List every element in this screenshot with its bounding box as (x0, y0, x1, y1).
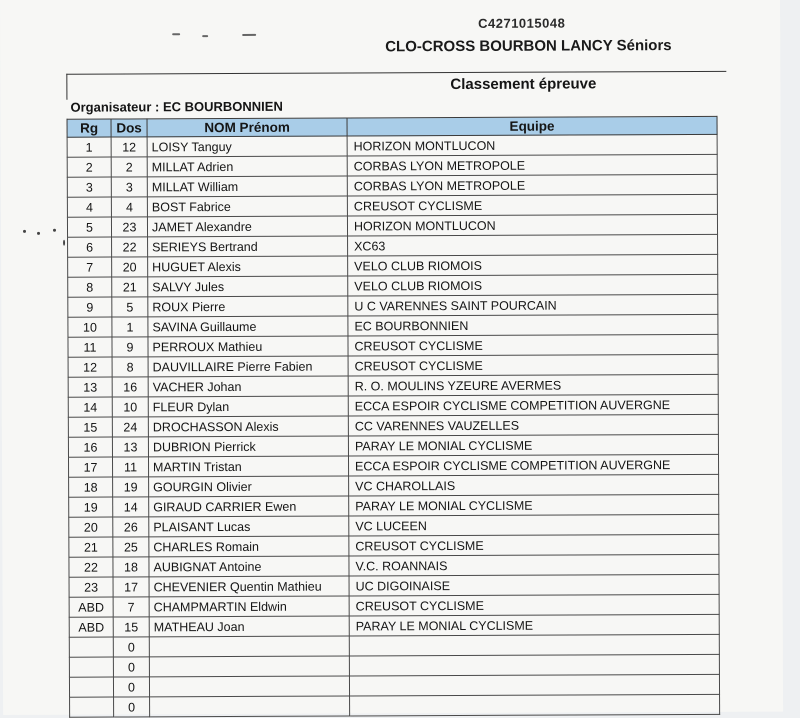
bib-cell: 4 (111, 197, 147, 217)
bib-cell: 23 (111, 217, 147, 237)
name-cell: DAUVILLAIRE Pierre Fabien (148, 356, 348, 377)
rank-cell: 17 (68, 457, 112, 477)
team-cell: CREUSOT CYCLISME (347, 194, 717, 216)
bib-cell: 1 (112, 317, 148, 337)
name-cell (149, 656, 349, 677)
table-row (68, 354, 718, 377)
team-cell (349, 674, 719, 696)
rank-cell (69, 637, 113, 657)
name-cell: JAMET Alexandre (147, 216, 347, 237)
team-cell: CC VARENNES VAUZELLES (348, 414, 718, 436)
rank-cell: 5 (67, 217, 111, 237)
table-row (67, 214, 717, 237)
name-cell: MARTIN Tristan (148, 456, 348, 477)
name-cell: ROUX Pierre (148, 296, 348, 317)
rank-cell: 16 (68, 437, 112, 457)
name-cell: HUGUET Alexis (148, 256, 348, 277)
table-row (68, 374, 718, 397)
table-row (67, 194, 717, 217)
team-cell: VC CHAROLLAIS (349, 474, 719, 496)
classification-header (66, 71, 726, 100)
results-table (67, 116, 721, 718)
rank-cell: 20 (69, 517, 113, 537)
classification-title: Classement épreuve (450, 75, 597, 94)
team-cell (349, 654, 719, 676)
column-header-bib: Dos (111, 119, 147, 137)
team-cell: PARAY LE MONIAL CYCLISME (349, 494, 719, 516)
name-cell: GOURGIN Olivier (149, 476, 349, 497)
name-cell: MATHEAU Joan (149, 616, 349, 637)
team-cell: VELO CLUB RIOMOIS (348, 274, 718, 296)
bib-cell: 0 (114, 697, 150, 717)
rank-cell: 6 (68, 237, 112, 257)
bib-cell: 16 (112, 377, 148, 397)
name-cell: DUBRION Pierrick (148, 436, 348, 457)
rank-cell: 7 (68, 257, 112, 277)
bib-cell: 11 (112, 457, 148, 477)
name-cell: SALVY Jules (148, 276, 348, 297)
team-cell: PARAY LE MONIAL CYCLISME (348, 434, 718, 456)
rank-cell: 19 (69, 497, 113, 517)
rank-cell: 21 (69, 537, 113, 557)
rank-cell: 18 (69, 477, 113, 497)
bib-cell: 3 (111, 177, 147, 197)
team-cell: PARAY LE MONIAL CYCLISME (349, 614, 719, 636)
bib-cell: 14 (113, 497, 149, 517)
table-row (69, 554, 719, 577)
team-cell: ECCA ESPOIR CYCLISME COMPETITION AUVERGNE (348, 394, 718, 416)
team-cell: ECCA ESPOIR CYCLISME COMPETITION AUVERGNE (348, 454, 718, 476)
column-header-rank: Rg (67, 119, 111, 137)
name-cell: GIRAUD CARRIER Ewen (149, 496, 349, 517)
rank-cell: 3 (67, 177, 111, 197)
name-cell: CHEVENIER Quentin Mathieu (149, 576, 349, 597)
column-header-team: Equipe (347, 116, 717, 136)
team-cell (350, 694, 720, 716)
rank-cell (69, 677, 113, 697)
bib-cell: 19 (113, 477, 149, 497)
bib-cell: 25 (113, 537, 149, 557)
table-row (67, 154, 717, 177)
rank-cell: 2 (67, 157, 111, 177)
rank-cell: 8 (68, 277, 112, 297)
rank-cell: 9 (68, 297, 112, 317)
name-cell: FLEUR Dylan (148, 396, 348, 417)
bib-cell: 0 (113, 637, 149, 657)
table-row (68, 334, 718, 357)
team-cell: CORBAS LYON METROPOLE (347, 154, 717, 176)
bib-cell: 8 (112, 357, 148, 377)
table-row (69, 634, 719, 657)
bib-cell: 12 (111, 137, 147, 157)
bib-cell: 9 (112, 337, 148, 357)
rank-cell (70, 697, 114, 717)
table-row (68, 394, 718, 417)
table-row (68, 294, 718, 317)
bib-cell: 17 (113, 577, 149, 597)
rank-cell: 1 (67, 137, 111, 157)
bib-cell: 10 (112, 397, 148, 417)
team-cell: VC LUCEEN (349, 514, 719, 536)
name-cell: DROCHASSON Alexis (148, 416, 348, 437)
rank-cell: 14 (68, 397, 112, 417)
name-cell: LOISY Tanguy (147, 136, 347, 157)
table-row (69, 574, 719, 597)
bib-cell: 22 (112, 237, 148, 257)
rank-cell: 12 (68, 357, 112, 377)
name-cell (150, 696, 350, 717)
team-cell: EC BOURBONNIEN (348, 314, 718, 336)
rank-cell: ABD (69, 597, 113, 617)
bib-cell: 18 (113, 557, 149, 577)
team-cell (349, 634, 719, 656)
column-header-name: NOM Prénom (147, 118, 347, 137)
event-title: CLO-CROSS BOURBON LANCY Séniors (385, 37, 672, 56)
team-cell: CREUSOT CYCLISME (349, 534, 719, 556)
bib-cell: 24 (112, 417, 148, 437)
team-cell: CORBAS LYON METROPOLE (347, 174, 717, 196)
bib-cell: 13 (112, 437, 148, 457)
team-cell: CREUSOT CYCLISME (349, 594, 719, 616)
name-cell: PERROUX Mathieu (148, 336, 348, 357)
table-row (68, 254, 718, 277)
name-cell: MILLAT Adrien (147, 156, 347, 177)
table-row (67, 134, 717, 157)
organizer-label: Organisateur : EC BOURBONNIEN (70, 98, 283, 115)
rank-cell: ABD (69, 617, 113, 637)
name-cell: CHARLES Romain (149, 536, 349, 557)
rank-cell: 15 (68, 417, 112, 437)
name-cell: BOST Fabrice (147, 196, 347, 217)
bib-cell: 20 (112, 257, 148, 277)
name-cell: SERIEYS Bertrand (148, 236, 348, 257)
team-cell: U C VARENNES SAINT POURCAIN (348, 294, 718, 316)
team-cell: XC63 (348, 234, 718, 256)
table-row (69, 514, 719, 537)
table-row (70, 694, 720, 717)
rank-cell: 22 (69, 557, 113, 577)
name-cell (149, 676, 349, 697)
name-cell: VACHER Johan (148, 376, 348, 397)
bib-cell: 2 (111, 157, 147, 177)
table-row (68, 274, 718, 297)
table-row (69, 474, 719, 497)
table-row (68, 454, 718, 477)
bib-cell: 15 (113, 617, 149, 637)
name-cell: AUBIGNAT Antoine (149, 556, 349, 577)
team-cell: CREUSOT CYCLISME (348, 334, 718, 356)
table-row (69, 494, 719, 517)
name-cell: PLAISANT Lucas (149, 516, 349, 537)
name-cell: CHAMPMARTIN Eldwin (149, 596, 349, 617)
rank-cell (69, 657, 113, 677)
team-cell: UC DIGOINAISE (349, 574, 719, 596)
table-row (68, 314, 718, 337)
table-row (69, 674, 719, 697)
rank-cell: 11 (68, 337, 112, 357)
table-row (69, 534, 719, 557)
table-row (69, 614, 719, 637)
handwritten-mark (172, 29, 272, 39)
team-cell: VELO CLUB RIOMOIS (348, 254, 718, 276)
name-cell: MILLAT William (147, 176, 347, 197)
name-cell (149, 636, 349, 657)
rank-cell: 10 (68, 317, 112, 337)
bib-cell: 0 (113, 677, 149, 697)
bib-cell: 21 (112, 277, 148, 297)
table-row (69, 594, 719, 617)
team-cell: V.C. ROANNAIS (349, 554, 719, 576)
bib-cell: 0 (113, 657, 149, 677)
rank-cell: 4 (67, 197, 111, 217)
bib-cell: 5 (112, 297, 148, 317)
table-row (68, 434, 718, 457)
table-row (68, 414, 718, 437)
bib-cell: 7 (113, 597, 149, 617)
team-cell: HORIZON MONTLUCON (347, 134, 717, 156)
rank-cell: 13 (68, 377, 112, 397)
table-row (67, 174, 717, 197)
race-code: C4271015048 (478, 15, 566, 31)
table-row (68, 234, 718, 257)
table-row (69, 654, 719, 677)
name-cell: SAVINA Guillaume (148, 316, 348, 337)
team-cell: CREUSOT CYCLISME (348, 354, 718, 376)
team-cell: HORIZON MONTLUCON (347, 214, 717, 236)
rank-cell: 23 (69, 577, 113, 597)
team-cell: R. O. MOULINS YZEURE AVERMES (348, 374, 718, 396)
bib-cell: 26 (113, 517, 149, 537)
